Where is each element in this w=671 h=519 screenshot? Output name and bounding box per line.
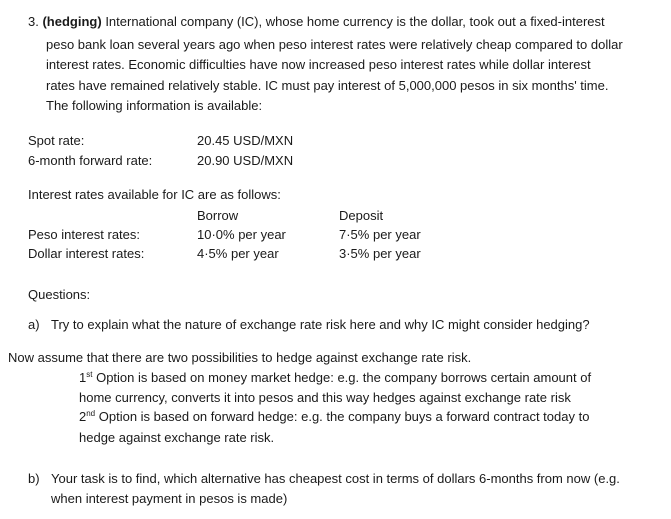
option-2-ordinal: nd [86, 409, 96, 418]
problem-line-1 [28, 13, 605, 30]
problem-text-line: rates have remained relatively stable. IC must pay interest of 5,000,000 pesos in six months' time. [46, 78, 609, 93]
question-b-marker: b) [28, 471, 40, 486]
problem-text-line: peso bank loan several years ago when peso interest rates were relatively cheap compared to dollar [46, 37, 623, 52]
option-1-line [79, 369, 591, 386]
peso-deposit-rate: 7·5% per year [339, 227, 421, 242]
column-header-deposit: Deposit [339, 208, 384, 223]
dollar-deposit-rate: 3·5% per year [339, 246, 421, 261]
peso-rate-label: Peso interest rates: [28, 227, 140, 242]
assumption-text: Now assume that there are two possibilities to hedge against exchange rate risk. [8, 350, 472, 365]
spot-rate-value: 20.45 USD/MXN [197, 133, 294, 148]
option-1-text: Option is based on money market hedge: e.g. the company borrows certain amount of [92, 370, 592, 385]
forward-rate-value: 20.90 USD/MXN [197, 153, 294, 168]
problem-number: 3. [28, 14, 39, 29]
question-a-text: Try to explain what the nature of exchange rate risk here and why IC might consider hedging? [51, 317, 590, 332]
question-b-text-cont: when interest payment in pesos is made) [51, 491, 288, 506]
dollar-rate-label: Dollar interest rates: [28, 246, 145, 261]
option-2-text: Option is based on forward hedge: e.g. the company buys a forward contract today to [95, 409, 590, 424]
option-1-number: 1 [79, 370, 87, 385]
problem-text-line: International company (IC), whose home currency is the dollar, took out a fixed-interest [105, 14, 605, 29]
option-2-text-cont: hedge against exchange rate risk. [79, 430, 275, 445]
problem-text-line: interest rates. Economic difficulties have now increased peso interest rates while dollar interest [46, 57, 591, 72]
question-b-text: Your task is to find, which alternative has cheapest cost in terms of dollars 6-months from now (e.g. [51, 471, 620, 486]
problem-text-line: The following information is available: [46, 98, 263, 113]
dollar-borrow-rate: 4·5% per year [197, 246, 279, 261]
option-2-number: 2 [79, 409, 87, 424]
problem-title: (hedging) [42, 14, 102, 29]
column-header-borrow: Borrow [197, 208, 239, 223]
spot-rate-label: Spot rate: [28, 133, 85, 148]
question-a-marker: a) [28, 317, 40, 332]
option-1-ordinal: st [86, 370, 93, 379]
questions-heading: Questions: [28, 287, 91, 302]
interest-intro: Interest rates available for IC are as follows: [28, 187, 281, 202]
option-1-text-cont: home currency, converts it into pesos and this way hedges against exchange rate risk [79, 390, 571, 405]
option-2-line [79, 408, 589, 425]
peso-borrow-rate: 10·0% per year [197, 227, 286, 242]
forward-rate-label: 6-month forward rate: [28, 153, 153, 168]
